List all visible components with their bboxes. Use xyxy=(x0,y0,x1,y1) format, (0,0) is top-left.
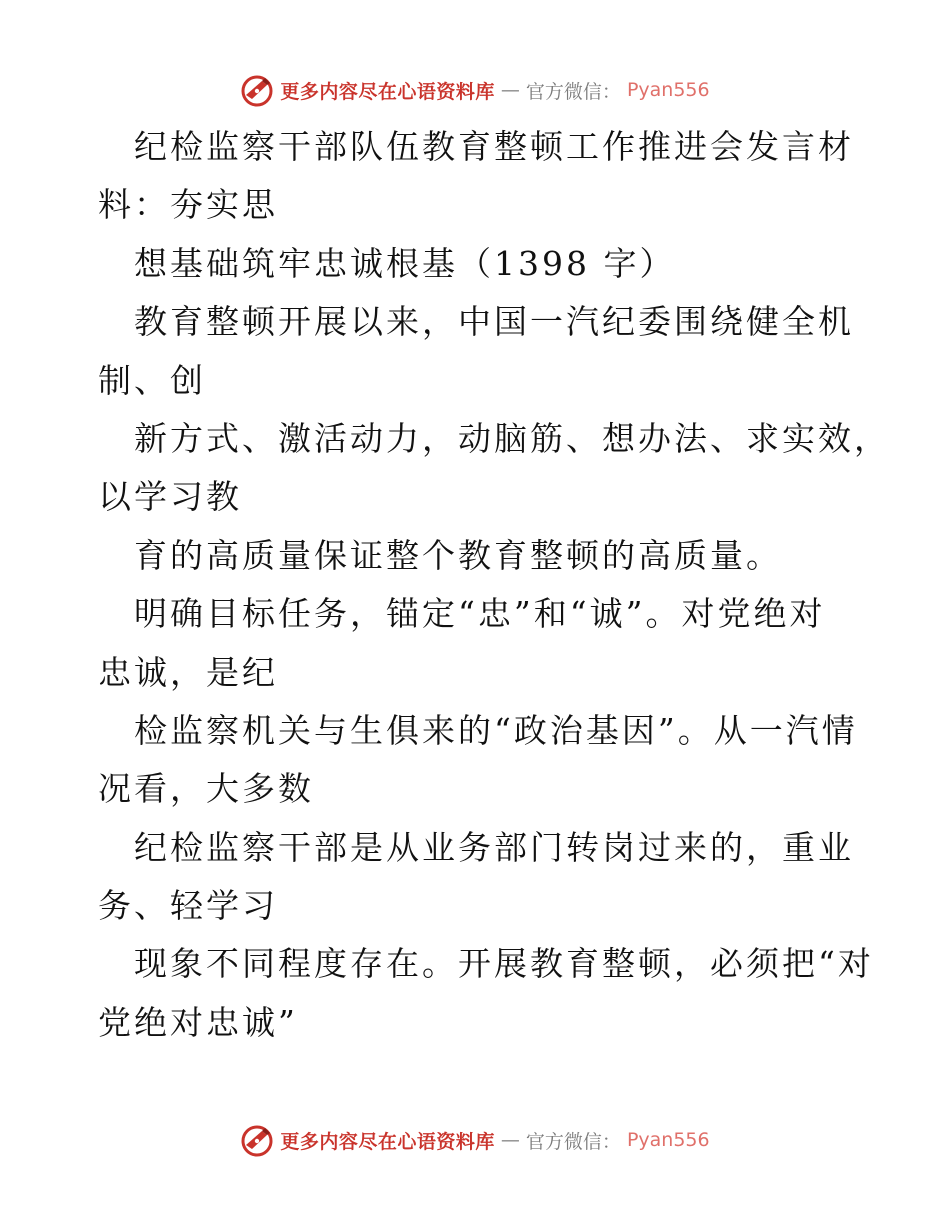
header-banner-separator: — xyxy=(500,79,520,101)
text-line: 况看，大多数 xyxy=(98,769,314,809)
document-body xyxy=(98,118,890,1052)
text-line: 育的高质量保证整个教育整顿的高质量。 xyxy=(134,535,782,575)
text-line: 现象不同程度存在。开展教育整顿，必须把“对 xyxy=(134,944,874,984)
header-banner-inner xyxy=(240,73,709,107)
footer-wechat-label: 官方微信： xyxy=(525,1130,621,1153)
text-line: 新方式、激活动力，动脑筋、想办法、求实效， xyxy=(134,418,890,458)
header-banner-text: 更多内容尽在心语资料库 xyxy=(280,80,495,103)
text-line: 想基础筑牢忠诚根基（1398 字） xyxy=(134,243,676,283)
text-line: 料：夯实思 xyxy=(98,185,278,225)
text-line: 纪检监察干部队伍教育整顿工作推进会发言材 xyxy=(134,127,854,166)
text-line: 党绝对忠诚” xyxy=(98,1002,298,1042)
footer-wechat-id: Pyan556 xyxy=(626,1129,710,1151)
pen-logo-icon xyxy=(240,1123,274,1157)
text-line: 忠诚，是纪 xyxy=(98,652,278,692)
text-line: 教育整顿开展以来，中国一汽纪委围绕健全机 xyxy=(134,302,854,342)
text-line: 以学习教 xyxy=(98,477,242,517)
header-wechat-label: 官方微信： xyxy=(525,80,621,103)
footer-banner-text: 更多内容尽在心语资料库 xyxy=(280,1130,495,1153)
text-line: 明确目标任务，锚定“忠”和“诚”。对党绝对 xyxy=(134,594,826,634)
header-wechat-id: Pyan556 xyxy=(626,79,710,101)
footer-banner-inner xyxy=(240,1123,709,1157)
text-line: 务、轻学习 xyxy=(98,886,278,926)
header-banner xyxy=(0,70,950,110)
pen-logo-icon xyxy=(240,73,274,107)
text-line: 检监察机关与生俱来的“政治基因”。从一汽情 xyxy=(134,710,858,750)
text-line: 制、创 xyxy=(98,360,206,400)
text-line: 纪检监察干部是从业务部门转岗过来的，重业 xyxy=(134,827,854,867)
footer-banner-separator: — xyxy=(500,1129,520,1151)
footer-banner xyxy=(0,1120,950,1160)
